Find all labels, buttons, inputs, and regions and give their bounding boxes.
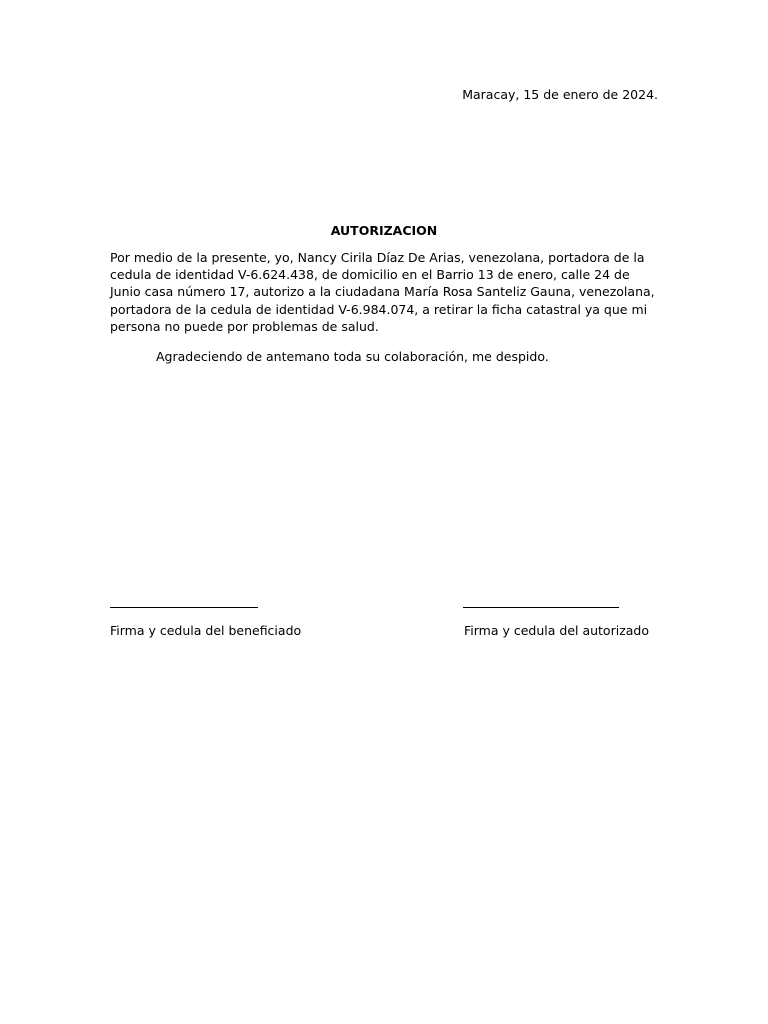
date-line: Maracay, 15 de enero de 2024.: [462, 87, 658, 102]
body-paragraph: Por medio de la presente, yo, Nancy Cirila Díaz De Arias, venezolana, portadora de la cedula de identidad V-6.624.438, de domicilio en el Barrio 13 de enero, calle 24 de Junio casa número 17, autorizo a la ciudadana María Rosa Santeliz Gauna, venezolana, portadora de la cedula de identidad V-6.984.074, a retirar la ficha catastral ya que mi persona no puede por problemas de salud.: [110, 250, 655, 334]
signature-line-authorized: [463, 607, 619, 608]
signature-line-beneficiary: [110, 607, 258, 608]
signature-label-beneficiary: Firma y cedula del beneficiado: [110, 623, 302, 638]
signature-label-authorized: Firma y cedula del autorizado: [464, 623, 649, 638]
closing-paragraph: Agradeciendo de antemano toda su colaboración, me despido.: [156, 349, 549, 364]
document-title: AUTORIZACION: [330, 223, 438, 238]
